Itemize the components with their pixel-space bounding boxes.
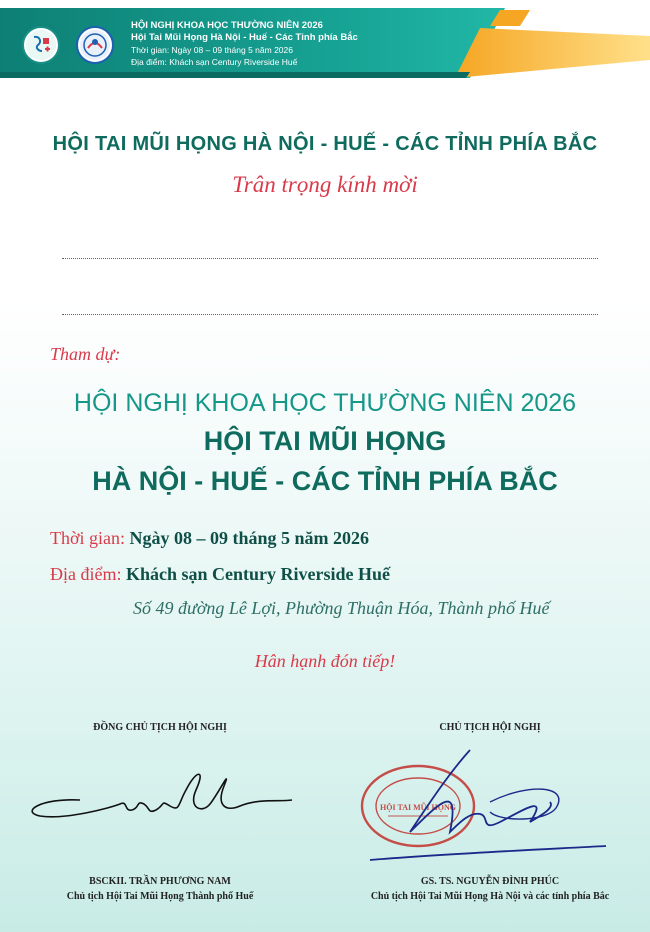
co-chair-name: BSCKII. TRẦN PHƯƠNG NAM <box>89 876 231 887</box>
chair-name: GS. TS. NGUYỄN ĐÌNH PHÚC <box>420 876 560 887</box>
stamp-text: HỘI TAI MŨI HỌNG <box>380 803 456 812</box>
event-title-line1: HỘI NGHỊ KHOA HỌC THƯỜNG NIÊN 2026 <box>73 389 577 417</box>
welcome-text: Hân hạnh đón tiếp! <box>254 651 396 671</box>
time-label: Thời gian: <box>50 528 126 548</box>
co-chair-signature <box>20 760 300 830</box>
header-text <box>131 20 358 68</box>
chair-role: CHỦ TỊCH HỘI NGHỊ <box>439 722 541 733</box>
guest-name-line <box>62 258 598 259</box>
hue-society-logo-icon <box>76 26 114 64</box>
venue-row <box>50 564 390 585</box>
society-stamp <box>362 766 474 846</box>
time-value: Ngày 08 – 09 tháng 5 năm 2026 <box>129 528 370 548</box>
event-title-line3: HÀ NỘI - HUẾ - CÁC TỈNH PHÍA BẮC <box>92 466 558 496</box>
organization-title: HỘI TAI MŨI HỌNG HÀ NỘI - HUẾ - CÁC TỈNH PHÍA BẮC <box>52 133 598 155</box>
header-venue: Địa điểm: Khách sạn Century Riverside Huế <box>131 57 298 67</box>
chair-title: Chủ tịch Hội Tai Mũi Họng Hà Nội và các tỉnh phía Bắc <box>370 891 610 902</box>
event-title-line2: HỘI TAI MŨI HỌNG <box>203 426 447 456</box>
attend-label: Tham dự: <box>50 344 121 364</box>
co-chair-role: ĐỒNG CHỦ TỊCH HỘI NGHỊ <box>93 722 227 733</box>
header-banner <box>0 8 650 78</box>
co-chair-title: Chủ tịch Hội Tai Mũi Họng Thành phố Huế <box>66 891 254 902</box>
invite-text: Trân trọng kính mời <box>232 172 418 197</box>
time-row <box>50 528 369 549</box>
header-org-name: Hội Tai Mũi Họng Hà Nội - Huế - Các Tỉnh phía Bắc <box>131 32 358 43</box>
venue-label: Địa điểm: <box>50 564 122 584</box>
header-event-title: HỘI NGHỊ KHOA HỌC THƯỜNG NIÊN 2026 <box>131 20 323 31</box>
header-time: Thời gian: Ngày 08 – 09 tháng 5 năm 2026 <box>131 45 293 55</box>
guest-title-line <box>62 314 598 315</box>
ent-society-logo-icon <box>22 26 60 64</box>
chair-signature-and-stamp <box>350 742 610 867</box>
venue-value: Khách sạn Century Riverside Huế <box>125 564 390 584</box>
venue-address: Số 49 đường Lê Lợi, Phường Thuận Hóa, Thành phố Huế <box>133 598 550 618</box>
